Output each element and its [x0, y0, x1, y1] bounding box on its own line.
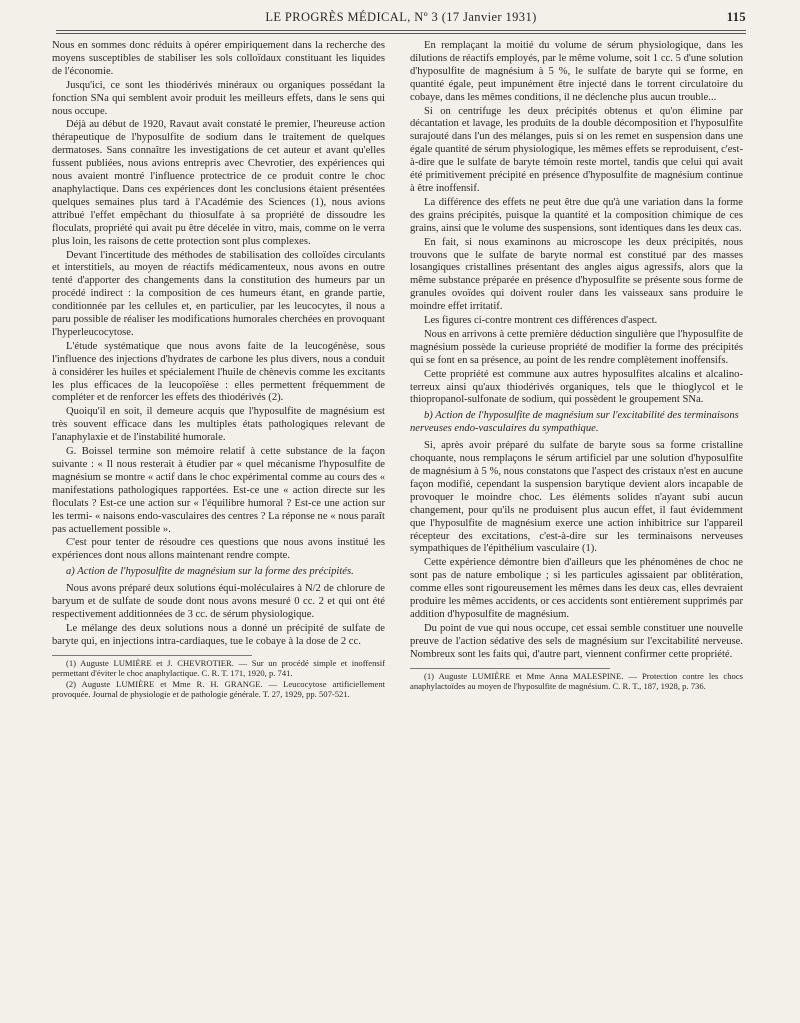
paragraph: Jusqu'ici, ce sont les thiodérivés minéraux ou organiques possédant la fonction SNa qui semblent avoir produit les meilleurs effets, dans le sens qui nous occupe.: [52, 79, 385, 117]
paragraph: Cette propriété est commune aux autres hyposulfites alcalins et alcalino-terreux ainsi qu'aux thiodérivés organiques, tels que le thioglycol et le thiopropanol-sulfonate de sodium, qui possèdent le groupement SNa.: [410, 368, 743, 406]
paragraph: C'est pour tenter de résoudre ces questions que nous avons institué les expériences dont nous allons maintenant rendre compte.: [52, 537, 385, 562]
paragraph: Nous en sommes donc réduits à opérer empiriquement dans la recherche des moyens susceptibles de stabiliser les sols colloïdaux constituant les liquides de l'économie.: [52, 40, 385, 77]
paragraph: La différence des effets ne peut être due qu'à une variation dans la forme des grains précipités, puisque la quantité et la composition chimique de ces grains, ainsi que le volume des suspensions, sont identiques dans les deux cas.: [410, 196, 743, 234]
footnote: (1) Auguste LUMIÈRE et J. CHEVROTIER. — Sur un procédé simple et inoffensif permettant d'éviter le choc anaphylactique. C. R. T. 171, 1920, p. 741.: [52, 657, 385, 678]
paragraph: G. Boissel termine son mémoire relatif à cette substance de la façon suivante : « Il nous resterait à étudier par « quel mécanisme l'hyposulfite de magnésium se montre « actif dans le choc expérimental comme au cours des « manifestations pathologiques rapportées. Est-ce une « action directe sur les floculats ? Est-ce une action sur « l'équilibre humoral ? Est-ce une action sur les termi- « naisons endo-vasculaires des centres ? La réponse ne « nous paraît pas actuellement possible ».: [52, 446, 385, 535]
paragraph: Du point de vue qui nous occupe, cet essai semble constituer une nouvelle preuve de l'action sédative des sels de magnésium sur l'excitabilité nerveuse. Nombreux sont les faits qui, d'autre part, viennent confirmer cette propriété.: [410, 622, 743, 660]
footnote: (1) Auguste LUMIÈRE et Mme Anna MALESPINE. — Protection contre les chocs anaphylactoïdes au moyen de l'hyposulfite de magnésium. C. R. T., 187, 1928, p. 736.: [410, 670, 743, 691]
paragraph: Si, après avoir préparé du sulfate de baryte sous sa forme cristalline choquante, nous remplaçons le sérum artificiel par une solution d'hyposulfite de magnésium à 5 %, nous constatons que l'aspect des cristaux n'est en aucune façon modifié, cependant la suspension barytique devient alors incapable de provoquer le moindre choc. Les éléments solides n'ayant subi aucun changement, pour qu'ils ne produisent plus aucun effet, il faut évidemment que l'hyposulfite de magnésium exerce une action inhibitrice sur l'appareil récepteur des excitations, c'est-à-dire sur les terminaisons nerveuses sympathiques de l'épithélium vasculaire (1).: [410, 440, 743, 555]
section-heading-a: a) Action de l'hyposulfite de magnésium sur la forme des précipités.: [66, 566, 354, 578]
paragraph: Cette expérience démontre bien d'ailleurs que les phénomènes de choc ne sont pas de nature embolique ; si les particules agissaient par oblitération, comme elles sont rigoureusement les mêmes dans les deux cas, elles devraient produire les mêmes accidents, or ces accidents sont entièrement supprimés par addition d'hyposulfite de magnésium.: [410, 557, 743, 620]
paragraph: L'étude systématique que nous avons faite de la leucogénèse, sous l'influence des injections d'hydrates de carbone les plus divers, nous a conduit à considérer les huiles et spécialement l'huile de chènevis comme les excitants les plus efficaces de la leucopoïèse : elles permettent fréquemment de compléter et de renforcer les effets des thiodérivés (2).: [52, 340, 385, 404]
paragraph: Les figures ci-contre montrent ces différences d'aspect.: [424, 315, 658, 327]
right-column: [410, 40, 743, 1012]
footnote: (2) Auguste LUMIÈRE et Mme R. H. GRANGE. — Leucocytose artificiellement provoquée. Journal de physiologie et de pathologie générale. T. 27, 1929, pp. 507-521.: [52, 678, 385, 699]
paragraph: Déjà au début de 1920, Ravaut avait constaté le premier, l'heureuse action thérapeutique de l'hyposulfite de sodium dans le traitement de quelques dermatoses. Sans connaître les investigations de cet auteur et avant qu'elles fussent publiées, nous avions entrepris avec Chevrotier, des expériences qui nous avaient montré l'influence protectrice de ce produit contre le choc anaphylactique. Dans ces expériences dont les conclusions étaient présentées quelques semaines plus tard à l'Académie des Sciences (1), nous avions attribué l'effet empêchant du thiosulfate à sa propriété de dissoudre les floculats, propriété qui avait pu être décelée in vitro, mais, comme on le verra plus loin, les raisons de cette protection sont plus complexes.: [52, 119, 385, 247]
left-column: [52, 40, 385, 1012]
paragraph: Si on centrifuge les deux précipités obtenus et qu'on élimine par décantation et lavage, les produits de la double décomposition et l'hyposulfite surajouté dans l'un des mélanges, puis si on les remet en suspension dans une égale quantité de sérum physiologique, les mêmes effets se reproduisent, c'est-à-dire que le sulfate de baryte témoin reste mortel, tandis que celui qui avait été primitivement précipité en présence d'hyposulfite de magnésium continue à être inoffensif.: [410, 105, 743, 194]
section-heading-b: b) Action de l'hyposulfite de magnésium sur l'excitabilité des terminaisons nerveuses endo-vasculaires du sympathique.: [410, 410, 739, 435]
running-head: [56, 10, 746, 30]
paragraph: Nous avons préparé deux solutions équi-moléculaires à N/2 de chlorure de baryum et de sulfate de soude dont nous avons mesuré 0 cc. 2 et qui ont été respectivement additionnées de 3 cc. de sérum physiologique.: [52, 583, 385, 620]
page-number: 115: [726, 10, 746, 24]
header-rule-secondary: [56, 33, 746, 34]
paragraph: Devant l'incertitude des méthodes de stabilisation des colloïdes circulants et interstitiels, au moyen de réactifs médicamenteux, nous avons en outre tenté d'apporter des changements dans la constitution des humeurs par un procédé indirect : la composition de ces humeurs étant, en grande partie, conditionnée par les cellules et, en particulier, par les leucocytes, il nous a paru possible de réaliser les modifications humorales cherchées en provoquant l'hyperleucocytose.: [52, 249, 385, 338]
paragraph: Le mélange des deux solutions nous a donné un précipité de sulfate de baryte qui, en injections intra-cardiaques, tue le cobaye à la dose de 2 cc.: [52, 622, 385, 647]
running-title: LE PROGRÈS MÉDICAL, Nº 3 (17 Janvier 1931): [265, 10, 537, 24]
paragraph: Nous en arrivons à cette première déduction singulière que l'hyposulfite de magnésium possède la curieuse propriété de modifier la forme des précipités qui se font en sa présence, au point de les rendre complètement inoffensifs.: [410, 328, 743, 366]
paragraph: En remplaçant la moitié du volume de sérum physiologique, dans les dilutions de réactifs employés, par le même volume, soit 1 cc. 5 d'une solution d'hyposulfite de magnésium à 5 %, le sulfate de baryte qui se forme, en quantité égale, peut impunément être injecté dans le torrent circulatoire du cobaye, dans les mêmes conditions, il ne déclenche plus aucun trouble...: [410, 40, 743, 103]
paragraph: En fait, si nous examinons au microscope les deux précipités, nous trouvons que le sulfate de baryte normal est constitué par des masses losangiques cristallines présentant des angles aigus agressifs, alors que la même substance préparée en présence d'hyposulfite se présente sous forme de granules ovoïdes qui doivent rouler dans les vaisseaux sans produire le moindre effet irritatif.: [410, 236, 743, 313]
header-rule: [56, 30, 746, 31]
paragraph: Quoiqu'il en soit, il demeure acquis que l'hyposulfite de magnésium est très souvent efficace dans les multiples états pathologiques relevant de l'anaphylaxie et de l'instabilité humorale.: [52, 406, 385, 444]
